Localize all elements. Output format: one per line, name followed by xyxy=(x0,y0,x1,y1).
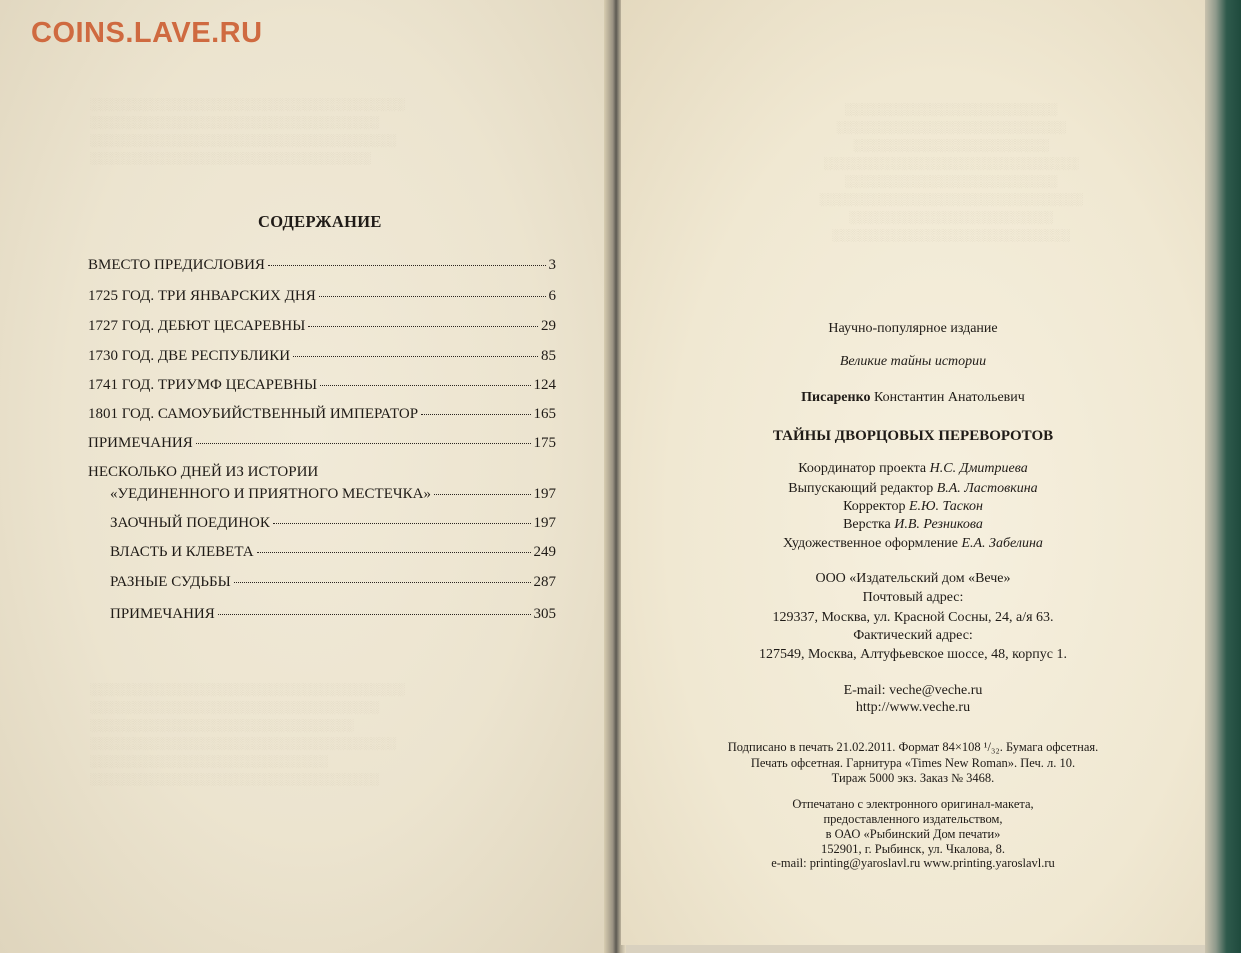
toc-leader-dots xyxy=(234,582,531,583)
toc-entry-page: 249 xyxy=(533,544,556,560)
printer-line: в ОАО «Рыбинский Дом печати» xyxy=(825,827,1001,841)
publisher-name: ООО «Издательский дом «Вече» xyxy=(815,571,1011,586)
toc-entry-title: 1730 ГОД. ДВЕ РЕСПУБЛИКИ xyxy=(88,348,291,364)
publisher-email: E-mail: veche@veche.ru xyxy=(843,683,983,698)
toc-entry-title: ПРИМЕЧАНИЯ xyxy=(88,435,193,451)
toc-leader-dots xyxy=(308,326,538,327)
credit-name: Е.Ю. Таскон xyxy=(908,499,983,514)
toc-entry xyxy=(110,573,556,593)
toc-entry-page: 305 xyxy=(533,606,556,622)
toc-entry xyxy=(88,317,556,337)
credit-line xyxy=(621,460,1205,477)
toc-entry-page: 124 xyxy=(533,377,556,393)
toc-leader-dots xyxy=(273,523,531,524)
actual-address-label: Фактический адрес: xyxy=(853,628,973,643)
toc-entry xyxy=(110,485,556,505)
publisher-website: http://www.veche.ru xyxy=(855,700,971,715)
toc-entry-page: 3 xyxy=(548,257,556,273)
toc-entry xyxy=(110,514,556,534)
postal-address: 129337, Москва, ул. Красной Сосны, 24, а/я 63. xyxy=(772,610,1054,625)
printer-line: Отпечатано с электронного оригинал-макета, xyxy=(792,797,1034,811)
credit-name: И.В. Резникова xyxy=(894,517,983,532)
toc-leader-dots xyxy=(421,414,530,415)
toc-entry-page: 29 xyxy=(541,318,556,334)
toc-entry-page: 287 xyxy=(533,574,556,590)
toc-entry-page: 165 xyxy=(533,406,556,422)
toc-entry-title: РАЗНЫЕ СУДЬБЫ xyxy=(110,574,231,590)
right-page xyxy=(621,0,1205,945)
credit-line xyxy=(621,516,1205,533)
toc-entry xyxy=(88,405,556,425)
toc-entry-page: 85 xyxy=(541,348,556,364)
print-details-line: Тираж 5000 экз. Заказ № 3468. xyxy=(831,771,995,785)
printer-contacts: e-mail: printing@yaroslavl.ru www.printing.yaroslavl.ru xyxy=(771,856,1055,870)
toc-leader-dots xyxy=(196,443,531,444)
credit-role: Верстка xyxy=(843,517,891,532)
credit-name: Е.А. Забелина xyxy=(961,536,1043,551)
toc-entry xyxy=(88,347,556,367)
toc-entry-title: ВМЕСТО ПРЕДИСЛОВИЯ xyxy=(88,257,265,273)
toc-entry xyxy=(88,434,556,454)
toc-entry xyxy=(110,605,556,625)
printer-line: 152901, г. Рыбинск, ул. Чкалова, 8. xyxy=(821,842,1005,856)
toc-entry-title: 1727 ГОД. ДЕБЮТ ЦЕСАРЕВНЫ xyxy=(88,318,306,334)
print-details-line: Печать офсетная. Гарнитура «Times New Roman». Печ. л. 10. xyxy=(750,756,1076,770)
show-through-text-bottom: ░░░░░░░░░░░░░░░░░░░░░░░░░░░░░░░░░░░░░ ░░░░░░░░░░░░░░░░░░░░░░░░░░░░░░░░░░ ░░░░░░░░░░░░░░░░░░░░░░░░░░░░░░░ ░░░░░░░░░░░░░░░░░░░░░░░░░░░░░░░░░░░░ ░░░░░░░░░░░░░░░░░░░░░░░░░░░░ ░░░░░░░░░░░░░░░░░░░░░░░░░░░░░░░░░░ xyxy=(90,682,405,786)
toc-entry-page: 6 xyxy=(548,288,556,304)
credit-role: Выпускающий редактор xyxy=(788,481,934,496)
toc-entry-page: 197 xyxy=(533,515,556,531)
toc-entry xyxy=(88,256,556,276)
toc-entry xyxy=(88,287,556,307)
credit-name: Н.С. Дмитриева xyxy=(929,461,1028,476)
toc-leader-dots xyxy=(257,552,531,553)
credit-line xyxy=(621,480,1205,497)
edition-type: Научно-популярное издание xyxy=(828,321,998,336)
left-page xyxy=(0,0,612,953)
toc-title: СОДЕРЖАНИЕ xyxy=(258,212,382,231)
book-title: ТАЙНЫ ДВОРЦОВЫХ ПЕРЕВОРОТОВ xyxy=(772,428,1054,444)
actual-address: 127549, Москва, Алтуфьевское шоссе, 48, корпус 1. xyxy=(759,647,1067,662)
credit-name: В.А. Ластовкина xyxy=(936,481,1038,496)
toc-entry xyxy=(110,543,556,563)
credit-role: Координатор проекта xyxy=(798,461,927,476)
toc-entry-title: ПРИМЕЧАНИЯ xyxy=(110,606,215,622)
toc-entry-title: ВЛАСТЬ И КЛЕВЕТА xyxy=(110,544,254,560)
toc-entry-page: 197 xyxy=(533,486,556,502)
site-watermark: COINS.LAVE.RU xyxy=(31,17,263,49)
toc-leader-dots xyxy=(268,265,546,266)
print-details-line: Подписано в печать 21.02.2011. Формат 84×108 ¹/₃₂. Бумага офсетная. xyxy=(727,740,1099,754)
toc-leader-dots xyxy=(218,614,531,615)
credit-line xyxy=(621,535,1205,552)
book-cover-edge xyxy=(1205,0,1241,953)
postal-address-label: Почтовый адрес: xyxy=(862,590,964,605)
toc-leader-dots xyxy=(320,385,530,386)
show-through-text: ░░░░░░░░░░░░░░░░░░░░░░░░░ ░░░░░░░░░░░░░░░░░░░░░░░░░░░ ░░░░░░░░░░░░░░░░░░░░░░░ ░░░░░░░░░░░░░░░░░░░░░░░░░░░░░░ ░░░░░░░░░░░░░░░░░░░░░░░░░ ░░░░░░░░░░░░░░░░░░░░░░░░░░░░░░░ ░░░░░░░░░░░░░░░░░░░░░░░░ ░░░░░░░░░░░░░░░░░░░░░░░░░░░░ xyxy=(819,102,1083,242)
credit-role: Корректор xyxy=(843,499,906,514)
toc-entry xyxy=(88,376,556,396)
toc-entry-title: 1741 ГОД. ТРИУМФ ЦЕСАРЕВНЫ xyxy=(88,377,318,393)
credit-role: Художественное оформление xyxy=(783,536,958,551)
credit-line xyxy=(621,498,1205,515)
author-line xyxy=(621,389,1205,406)
show-through-text: ░░░░░░░░░░░░░░░░░░░░░░░░░░░░░░░░░░░░░ ░░░░░░░░░░░░░░░░░░░░░░░░░░░░░░░░░░ ░░░░░░░░░░░░░░░░░░░░░░░░░░░░░░░░░░░░ ░░░░░░░░░░░░░░░░░░░░░░░░░░░░░░░░░ xyxy=(90,97,405,165)
book-series: Великие тайны истории xyxy=(839,354,987,369)
toc-entry-title: 1801 ГОД. САМОУБИЙСТВЕННЫЙ ИМПЕРАТОР xyxy=(88,406,419,422)
toc-leader-dots xyxy=(293,356,538,357)
toc-entry-title: «УЕДИНЕННОГО И ПРИЯТНОГО МЕСТЕЧКА» xyxy=(110,486,431,502)
author-name: Константин Анатольевич xyxy=(873,390,1025,405)
toc-entry-title: ЗАОЧНЫЙ ПОЕДИНОК xyxy=(110,515,270,531)
toc-leader-dots xyxy=(319,296,546,297)
printer-line: предоставленного издательством, xyxy=(823,812,1003,826)
toc-entry-title: 1725 ГОД. ТРИ ЯНВАРСКИХ ДНЯ xyxy=(88,288,316,304)
toc-leader-dots xyxy=(434,494,531,495)
toc-entry-page: 175 xyxy=(533,435,556,451)
author-surname: Писаренко xyxy=(801,390,871,405)
toc-section-heading: НЕСКОЛЬКО ДНЕЙ ИЗ ИСТОРИИ xyxy=(88,464,319,480)
